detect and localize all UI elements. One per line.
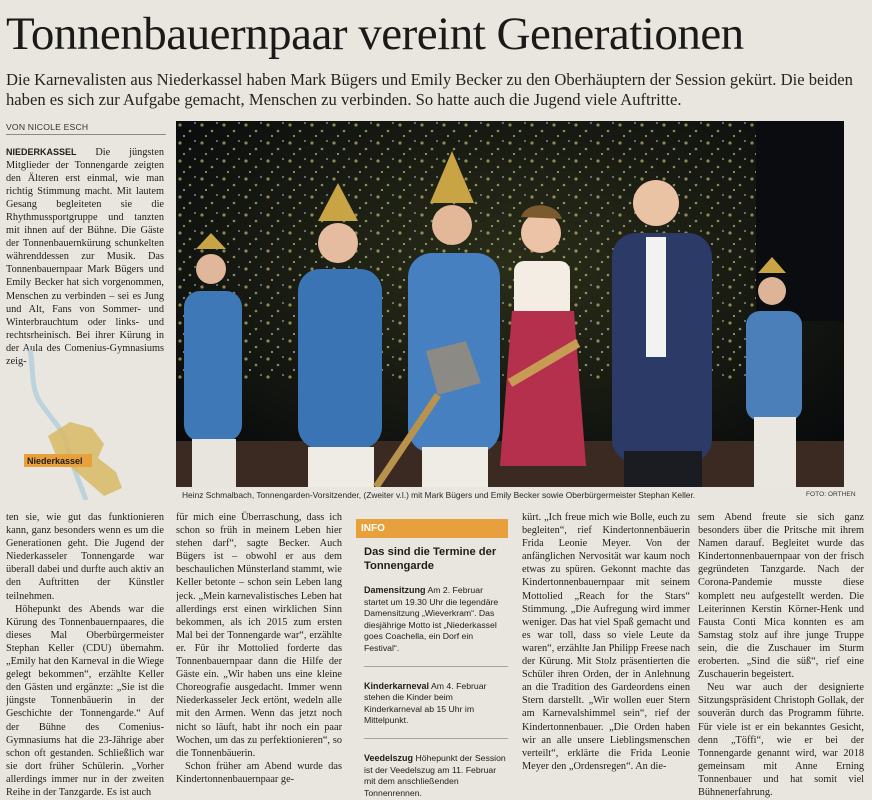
photo-credit: FOTO: ORTHEN xyxy=(806,491,856,498)
info-item-heading: Veedelszug xyxy=(364,752,414,763)
paragraph: sem Abend freute sie sich ganz besonders über die Pritsche mit ihrem Namen darauf. Begleitet wurde das Kindertonnenbauernpaar von der frisch gegründeten Tanzgarde. Nach der Corona-Pandemie musste diese komplett neu aufgestellt werden. Die Leiterinnen Kerstin Körner-Henk und Fausta Conti Mica konnten es am Samstag stolz auf ihre junge Truppe sein, die die Zuschauer im Sturm eroberten. „Sind die süß“, rief eine Zuschauerin begeistert. xyxy=(698,512,864,681)
info-title: Das sind die Termine der Tonnengarde xyxy=(364,546,497,572)
info-item xyxy=(364,753,508,800)
article-column-5 xyxy=(698,511,864,800)
byline: VON NICOLE ESCH xyxy=(6,122,166,135)
info-item-text: Am 2. Februar startet um 19.30 Uhr die legendäre Damensitzung „Wieverkram“. Das diesjährige Motto ist „Niederkassel goes Coachella, ein Dorf ein Festival“. xyxy=(364,585,499,653)
info-item-text: Am 4. Februar stehen die Kinder beim Kinderkarneval ab 15 Uhr im Mittelpunkt. xyxy=(364,680,487,726)
paragraph: ten sie, wie gut das funktionieren kann, ganz besonders wenn es um die Generationen geht. Die Jugend der Niederkasseler Tonnengarde war überall dabei und durfte auch aktiv an den Auftritten der Künstler teilnehmen. xyxy=(6,512,164,602)
info-item-text: Höhepunkt der Session ist der Veedelszug am 11. Februar mit dem anschließenden Tonnenrennen. xyxy=(364,752,506,798)
event-photo xyxy=(176,121,844,487)
info-item-heading: Damensitzung xyxy=(364,585,426,595)
location-map xyxy=(0,350,174,500)
paragraph: kürt. „Ich freue mich wie Bolle, euch zu begleiten“, rief Kindertonnenbäuerin Frida Leonie Meyer. Von der anfänglichen Nervosität war kaum noch etwas zu spüren. Gekonnt machte das Kindertonnenbauernpaar mit seinem Mottolied „Reach for the Stars“ Stimmung. „Die Aufregung wird immer weniger. Das hat viel Spaß gemacht und es war toll, dass so viele Leute da waren“, erzählte Jan Philipp Freese nach der Kürung. Mit Stolz präsentierten die Schüler ihren Orden, der in Anlehnung an die Tradition des Gardeordens einen Stern darstellt. „Wir wollen euer Stern am Karnevalshimmel sein“, rief der Kindertonnenbauer. „Die Orden haben wir an alle unsere Lieblingsmenschen verteilt“, erklärte die Frida Leonie Meyer den „Ordensregen“. An die- xyxy=(522,512,690,772)
paragraph: Neu war auch der designierte Sitzungspräsident Christoph Gollak, der souverän durch das Programm führte. Für viele ist er ein bekanntes Gesicht, denn „Töffi“, wie er bei der Tonnengarde genannt wird, war 2018 gemeinsam mit Anne Erning Tonnenbauer und hat somit viel Bühnenerfahrung. xyxy=(698,682,864,798)
paragraph: für mich eine Überraschung, dass ich schon so früh in meinem Leben hier stehen darf“, sagte Becker. Auch Bügers ist – obwohl er aus dem beschaulichen Münsterland stammt, wie Keller betonte – schon sein Leben lang jeck. „Mein karnevalistisches Leben hat allerdings erst einen wirklichen Sinn bekommen, als ich 2015 zum ersten Mal bei der Tonnengarde war“, erzählte er. Für ihr Mottolied forderte das Tonnenbauernpaar dann die Hilfe der Gäste ein. „Wir haben uns eine kleine Choreografie ausgedacht. Immer wenn Niederkasseler Jeck ertönt, wedeln alle mit den Armen. Wenn das jetzt noch nicht so läuft, habt ihr noch ein paar Wochen, um das zu perfektionieren“, so die Tonnenbäuerin. xyxy=(176,512,342,759)
lead-paragraph: Die Karnevalisten aus Niederkassel haben Mark Bügers und Emily Becker zu den Oberhäuptern der Session gekürt. Die beiden haben es sich zur Aufgabe gemacht, Menschen zu verbinden. So hatte auch die Jugend viele Auftritte. xyxy=(6,70,853,109)
paragraph: Schon früher am Abend wurde das Kindertonnenbauernpaar ge- xyxy=(176,760,342,785)
dateline: NIEDERKASSEL xyxy=(6,147,77,157)
article-column-2 xyxy=(176,511,342,800)
info-item xyxy=(364,585,508,667)
info-item xyxy=(364,681,508,739)
article-column-4 xyxy=(522,511,690,800)
info-box xyxy=(356,519,508,800)
paragraph: Höhepunkt des Abends war die Kürung des Tonnenbauernpaares, die dieses Mal Oberbürgermeister Stephan Keller (CDU) übernahm. „Emily hat den Karneval in die Wiege gelegt bekommen“, erzählte Keller den Gästen und ergänzte: „Sie ist die jüngste Tonnenbäuerin in der Geschichte der Tonnengarde.“ Auf der Bühne des Comenius-Gymnasiums hat die 23-Jährige aber schon oft gestanden. Schließlich war sie dort früher Schülerin. „Vorher allerdings immer nur in der zweiten Reihe in der Tanzgarde. Es ist auch xyxy=(6,603,164,798)
intro-text: Die jüngsten Mitglieder der Tonnengarde zeigten den Älteren erst einmal, wie man richtig Stimmung macht. Mit lautem Gesang begleiteten sie die Rhythmussportgruppe und tanzten mit ihnen auf der Bühne. Die Gäste der Tonnenbauernkürung schunkelten währenddessen zur Musik. Das Tonnenbauernpaar Mark Bügers und Emily Becker hat sich vorgenommen, Menschen zu verbinden – sei es Jung und Alt, Fans von Sommer- und Winterbrauchtum oder links- und rechtsrheinisch. Bei ihrer Kürung in der Aula des Comenius-Gymnasiums zeig- xyxy=(6,147,164,367)
article-column-1 xyxy=(6,511,164,800)
photo-caption: Heinz Schmalbach, Tonnengarden-Vorsitzender, (Zweiter v.l.) mit Mark Bügers und Emily Becker sowie Oberbürgermeister Stephan Keller. xyxy=(182,490,696,500)
info-label: INFO xyxy=(356,519,508,538)
map-label: Niederkassel xyxy=(27,456,83,466)
info-item-heading: Kinderkarneval xyxy=(364,680,430,691)
headline: Tonnenbauernpaar vereint Generationen xyxy=(6,8,744,60)
